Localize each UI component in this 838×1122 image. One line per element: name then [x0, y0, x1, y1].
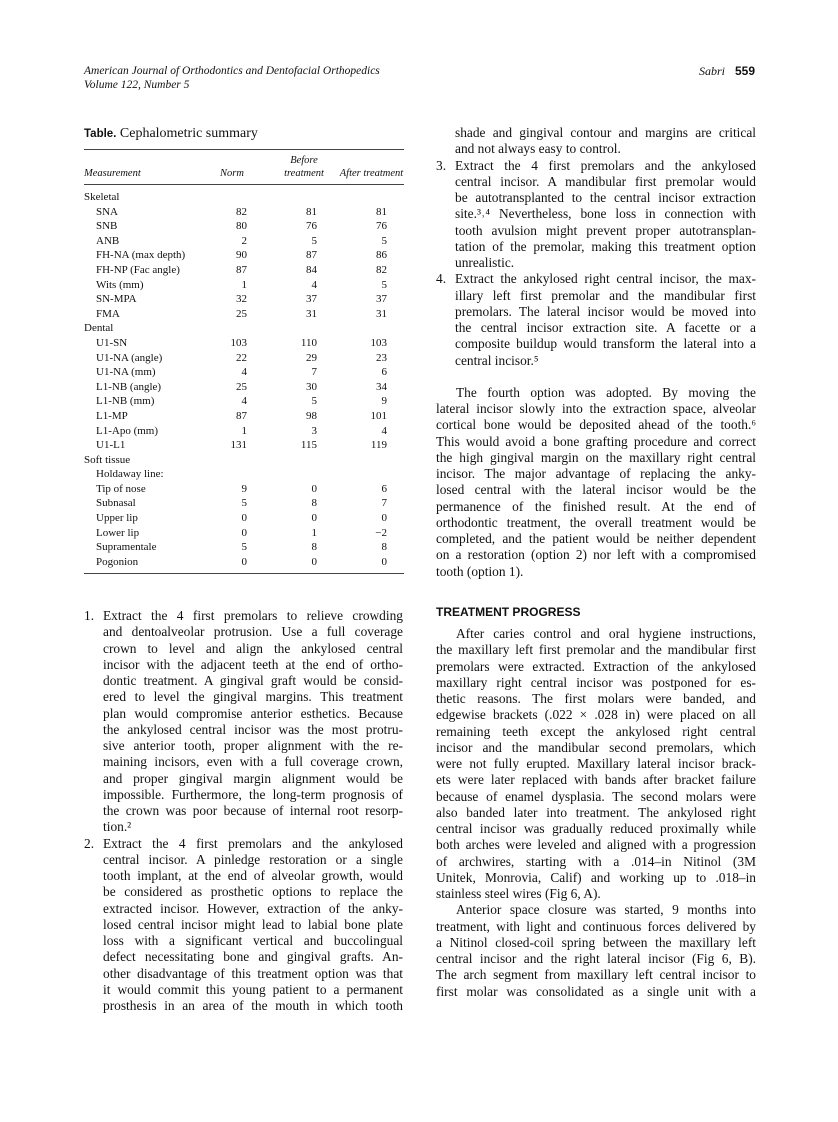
before-cell: 5 — [311, 234, 317, 247]
table-row — [84, 394, 404, 409]
journal-title: American Journal of Orthodontics and Dentofacial Orthopedics — [84, 65, 380, 77]
text-line: crown to level and align the ankylosed central — [103, 640, 403, 656]
table-caption — [84, 126, 258, 142]
text-line: Extract the 4 first premolars and the ankylosed — [455, 157, 756, 173]
norm-cell: 1 — [241, 424, 247, 437]
volume-info: Volume 122, Number 5 — [84, 79, 190, 91]
text-line: tooth implant, at the end of alveolar growth, would — [103, 868, 403, 883]
text-line: premolars were extracted. Extraction of the ankylosed — [436, 658, 756, 674]
after-cell: −2 — [375, 526, 387, 539]
measurement-cell: FMA — [96, 307, 120, 320]
after-cell: 119 — [370, 439, 387, 452]
before-cell: 76 — [306, 220, 317, 233]
norm-cell: 25 — [236, 380, 247, 393]
text-line: and dentoalveolar protrusion. Use a full coverage — [103, 624, 403, 640]
after-cell: 34 — [376, 380, 387, 393]
table-row — [84, 278, 404, 293]
text-line: be autotransplanted to the central incisor extraction — [455, 190, 756, 205]
text-line: central incisor was gradually reduced proximally while — [436, 821, 756, 836]
paragraph — [436, 902, 756, 1000]
text-line: illary left first premolar and the mandibular first — [455, 287, 756, 303]
measurement-cell: ANB — [96, 234, 120, 247]
text-line: stainless steel wires (Fig 6, A). — [436, 886, 601, 901]
measurement-cell: L1-MP — [96, 409, 128, 422]
cephalometric-table — [84, 149, 404, 574]
measurement-cell: L1-NB (mm) — [96, 395, 155, 408]
norm-cell: 90 — [236, 249, 247, 262]
measurement-cell: U1-L1 — [96, 439, 126, 452]
measurement-cell: SNA — [96, 205, 119, 218]
measurement-cell: U1-SN — [96, 336, 128, 349]
table-row — [84, 380, 404, 395]
table-group-row — [84, 453, 404, 468]
text-line: first molar was consolidated as a single unit with a — [436, 983, 756, 999]
measurement-cell: L1-Apo (mm) — [96, 424, 159, 437]
norm-cell: 0 — [241, 526, 247, 539]
col-after: After treatment — [339, 168, 404, 179]
text-line: the maxillary left first premolar and the mandibular first — [436, 642, 756, 658]
text-line: incisor. The major advantage of replacing the anky- — [436, 466, 756, 481]
before-cell: 8 — [311, 497, 317, 510]
after-cell: 8 — [381, 541, 387, 554]
text-line: losed central incisor might lead to labial bone plate — [103, 916, 403, 932]
text-line: This would avoid a bone grafting procedure and correct — [436, 433, 756, 449]
text-line: permanence of the finished result. At the end of — [436, 498, 756, 514]
norm-cell: 32 — [236, 293, 247, 306]
after-cell: 6 — [381, 482, 387, 495]
after-cell: 9 — [381, 395, 387, 408]
text-line: defect necessitating bone and gingival grafts. An- — [103, 949, 403, 965]
text-line: sive anterior tooth, proper alignment with the re- — [103, 738, 403, 753]
table-row — [84, 307, 404, 322]
before-cell: 3 — [311, 424, 317, 437]
measurement-cell: Pogonion — [96, 555, 139, 568]
author-name: Sabri — [698, 64, 725, 78]
measurement-cell: Upper lip — [96, 512, 138, 525]
measurement-cell: L1-NB (angle) — [96, 380, 162, 393]
text-line: completed, and the patient would be neither dependent — [436, 531, 756, 546]
paragraph — [436, 626, 756, 902]
text-line: ered to level the gingival margins. This treatment — [103, 689, 403, 705]
text-line: thetic reasons. The first molars were banded, and — [436, 691, 756, 706]
norm-cell: 4 — [241, 395, 247, 408]
table-group-row — [84, 190, 404, 205]
paragraph-spacer — [436, 369, 756, 385]
text-line: the ankylosed central incisor was the most protru- — [103, 721, 403, 737]
after-cell: 5 — [381, 234, 387, 247]
measurement-cell: Soft tissue — [84, 453, 131, 466]
measurement-cell: SN-MPA — [96, 293, 137, 306]
text-line: central incisor. A mandibular first premolar would — [455, 173, 756, 189]
norm-cell: 80 — [236, 220, 247, 233]
after-cell: 7 — [381, 497, 387, 510]
before-cell: 84 — [306, 263, 317, 276]
page-header-right — [699, 64, 755, 79]
measurement-cell: Skeletal — [84, 191, 120, 203]
norm-cell: 22 — [236, 351, 247, 364]
item-number: 1. — [84, 608, 95, 623]
before-cell: 115 — [300, 439, 317, 452]
item-number: 3. — [436, 157, 447, 173]
measurement-cell: FH-NA (max depth) — [96, 249, 186, 262]
norm-cell: 5 — [241, 497, 247, 510]
text-line: the high gingival margin on the maxillary right central — [436, 449, 756, 465]
measurement-cell: Dental — [84, 322, 114, 335]
before-cell: 30 — [306, 380, 317, 393]
before-cell: 37 — [306, 293, 317, 306]
text-line: The arch segment from maxillary left central incisor to — [436, 967, 756, 983]
after-cell: 23 — [376, 351, 387, 364]
norm-cell: 131 — [230, 439, 247, 452]
item-number: 2. — [84, 835, 95, 851]
measurement-cell: Subnasal — [96, 497, 136, 510]
text-line: plan would compromise anterior esthetics. Because — [103, 705, 403, 721]
before-cell: 98 — [306, 409, 317, 422]
table-body — [84, 185, 404, 573]
text-line: treatment, with light and continuous forces delivered by — [436, 918, 756, 934]
table-row — [84, 219, 404, 234]
text-line: central incisor.⁵ — [455, 352, 539, 368]
table-header — [84, 150, 404, 184]
text-line: both arches were leveled and aligned with a progression — [436, 837, 756, 853]
after-cell: 6 — [381, 366, 387, 379]
table-row — [84, 365, 404, 380]
after-cell: 0 — [381, 512, 387, 525]
before-cell: 5 — [311, 395, 317, 408]
col-measurement: Measurement — [84, 168, 141, 179]
text-line: tooth (option 1). — [436, 563, 524, 579]
text-line: maining incisors, even with a full coverage crown, — [103, 754, 403, 770]
text-line: Anterior space closure was started, 9 months into — [456, 902, 756, 918]
text-line: and proper gingival margin alignment would be — [103, 770, 403, 786]
table-row — [84, 526, 404, 541]
norm-cell: 0 — [241, 512, 247, 525]
before-cell: 0 — [311, 482, 317, 495]
measurement-cell: Supramentale — [96, 541, 157, 554]
before-cell: 7 — [311, 366, 317, 379]
text-line: incisor with the adjacent teeth at the end of ortho- — [103, 656, 403, 672]
text-line: shade and gingival contour and margins are critical — [455, 125, 756, 140]
table-row — [84, 351, 404, 366]
before-cell: 29 — [306, 351, 317, 364]
measurement-cell: Wits (mm) — [96, 278, 144, 291]
text-line: The fourth option was adopted. By moving the — [456, 384, 756, 400]
text-line: incisor and the mandibular second premolars, which — [436, 739, 756, 755]
item-number: 4. — [436, 271, 447, 287]
norm-cell: 103 — [230, 336, 247, 349]
text-line: Extract the 4 first premolars and the ankylosed — [103, 835, 403, 851]
text-line: be considered as prosthetic options to replace the — [103, 884, 403, 900]
measurement-cell: U1-NA (mm) — [96, 366, 156, 379]
text-line: tion.² — [103, 819, 132, 835]
paragraph — [436, 385, 756, 580]
table-row — [84, 205, 404, 220]
table-row — [84, 540, 404, 555]
text-line: unrealistic. — [455, 255, 515, 270]
after-cell: 37 — [376, 293, 387, 306]
measurement-cell: Holdaway line: — [96, 468, 164, 481]
table-row — [84, 409, 404, 424]
text-line: After caries control and oral hygiene instructions, — [456, 626, 756, 641]
before-cell: 87 — [306, 249, 317, 262]
continued-item — [436, 125, 756, 158]
text-line: remaining teeth except the ankylosed right central — [436, 723, 756, 739]
norm-cell: 82 — [236, 205, 247, 218]
text-line: lateral incisor slowly into the extraction space, alveolar — [436, 401, 756, 416]
table-row — [84, 511, 404, 526]
measurement-cell: Lower lip — [96, 526, 140, 539]
before-cell: 110 — [300, 336, 317, 349]
numbered-item — [84, 608, 403, 836]
text-line: cortical bone would be deposited ahead of the tooth.⁶ — [436, 417, 756, 433]
table-row — [84, 438, 404, 453]
text-line: tation of the premolar, making this treatment option — [455, 238, 756, 254]
text-line: were not fully erupted. Maxillary lateral incisor brack- — [436, 756, 756, 771]
measurement-cell: U1-NA (angle) — [96, 351, 163, 364]
table-group-row — [84, 321, 404, 336]
numbered-item — [84, 836, 403, 1015]
numbered-item — [436, 158, 756, 272]
text-line: losed central with the lateral incisor would be the — [436, 482, 756, 498]
norm-cell: 1 — [241, 278, 247, 291]
before-cell: 0 — [311, 512, 317, 525]
text-line: other disadvantage of this treatment option was that — [103, 965, 403, 981]
table-row — [84, 467, 404, 482]
text-line: extracted incisor. However, extraction of the anky- — [103, 900, 403, 916]
table-row — [84, 248, 404, 263]
table-row — [84, 496, 404, 511]
text-line: also banded later into treatment. The ankylosed right — [436, 804, 756, 820]
text-line: prosthesis in an area of the mouth in which tooth — [103, 998, 403, 1013]
text-line: site.³˒⁴ Nevertheless, bone loss in connection with — [455, 206, 756, 222]
table-label: Table. — [84, 128, 117, 140]
text-line: composite buildup would transform the lateral into a — [455, 336, 756, 352]
after-cell: 4 — [381, 424, 387, 437]
running-header — [84, 64, 380, 92]
norm-cell: 0 — [241, 555, 247, 568]
text-line: tooth avulsion might prevent proper autotransplan- — [455, 222, 756, 238]
page-number: 559 — [734, 64, 755, 78]
text-line: dontic treatment. A gingival graft would be consid- — [103, 673, 403, 688]
table-row — [84, 234, 404, 249]
col-norm: Norm — [220, 168, 244, 179]
text-line: a Nitinol closed-coil spring between the maxillary left — [436, 934, 756, 950]
text-line: loss with a significant vertical and buccolingual — [103, 933, 403, 948]
measurement-cell: FH-NP (Fac angle) — [96, 263, 180, 276]
table-row — [84, 292, 404, 307]
after-cell: 101 — [370, 409, 387, 422]
norm-cell: 25 — [236, 307, 247, 320]
before-cell: 31 — [306, 307, 317, 320]
text-line: Unitek, Monrovia, Calif) and working up to .018–in — [436, 869, 756, 885]
norm-cell: 9 — [241, 482, 247, 495]
text-line: Extract the ankylosed right central incisor, the max- — [455, 271, 756, 287]
text-line: impossible. Furthermore, the long-term prognosis of — [103, 786, 403, 802]
text-line: of archwires, starting with a .014–in Nitinol (3M — [436, 853, 756, 869]
before-cell: 81 — [306, 205, 317, 218]
norm-cell: 5 — [241, 541, 247, 554]
col-before: Before treatment — [284, 155, 324, 179]
after-cell: 76 — [376, 220, 387, 233]
text-line: orthodontic treatment, the overall treatment would be — [436, 514, 756, 530]
before-cell: 0 — [311, 555, 317, 568]
before-cell: 8 — [311, 541, 317, 554]
text-line: on a restoration (option 2) nor left with a compromised — [436, 547, 756, 563]
text-line: the central incisor extraction site. A facette or a — [455, 320, 756, 335]
text-line: and not always easy to control. — [455, 141, 621, 157]
before-cell: 1 — [311, 526, 317, 539]
left-column-text — [84, 608, 403, 1014]
text-line: central incisor. A pinledge restoration or a single — [103, 851, 403, 867]
numbered-item — [436, 271, 756, 369]
after-cell: 81 — [376, 205, 387, 218]
norm-cell: 87 — [236, 263, 247, 276]
measurement-cell: Tip of nose — [96, 482, 146, 495]
text-line: premolars. The lateral incisor would be moved into — [455, 303, 756, 319]
norm-cell: 2 — [241, 234, 247, 247]
table-row — [84, 555, 404, 570]
after-cell: 86 — [376, 249, 387, 262]
text-line: the crown was poor because of internal root resorp- — [103, 803, 403, 818]
text-line: central incisor and the right lateral incisor (Fig 6, B). — [436, 951, 756, 966]
text-line: edgewise brackets (.022 × .028 in) were placed on all — [436, 707, 756, 723]
text-line: because of enamel dysplasia. The second molars were — [436, 788, 756, 804]
after-cell: 0 — [381, 555, 387, 568]
section-heading: TREATMENT PROGRESS — [436, 604, 581, 619]
after-cell: 31 — [376, 307, 387, 320]
norm-cell: 4 — [241, 366, 247, 379]
table-row — [84, 424, 404, 439]
table-bottom-rule — [84, 573, 404, 574]
after-cell: 82 — [376, 263, 387, 276]
text-line: maxillary right central incisor was postponed for es- — [436, 674, 756, 690]
after-cell: 5 — [381, 278, 387, 291]
after-cell: 103 — [370, 336, 387, 349]
right-column-text — [436, 125, 756, 1000]
text-line: it would commit this young patient to a permanent — [103, 981, 403, 997]
table-row — [84, 263, 404, 278]
table-row — [84, 336, 404, 351]
measurement-cell: SNB — [96, 220, 118, 233]
before-cell: 4 — [311, 278, 317, 291]
text-line: ets were later replaced with bands after bracket failure — [436, 772, 756, 788]
table-title: Cephalometric summary — [119, 126, 258, 141]
text-line: Extract the 4 first premolars to relieve crowding — [103, 608, 403, 623]
norm-cell: 87 — [236, 409, 247, 422]
table-row — [84, 482, 404, 497]
